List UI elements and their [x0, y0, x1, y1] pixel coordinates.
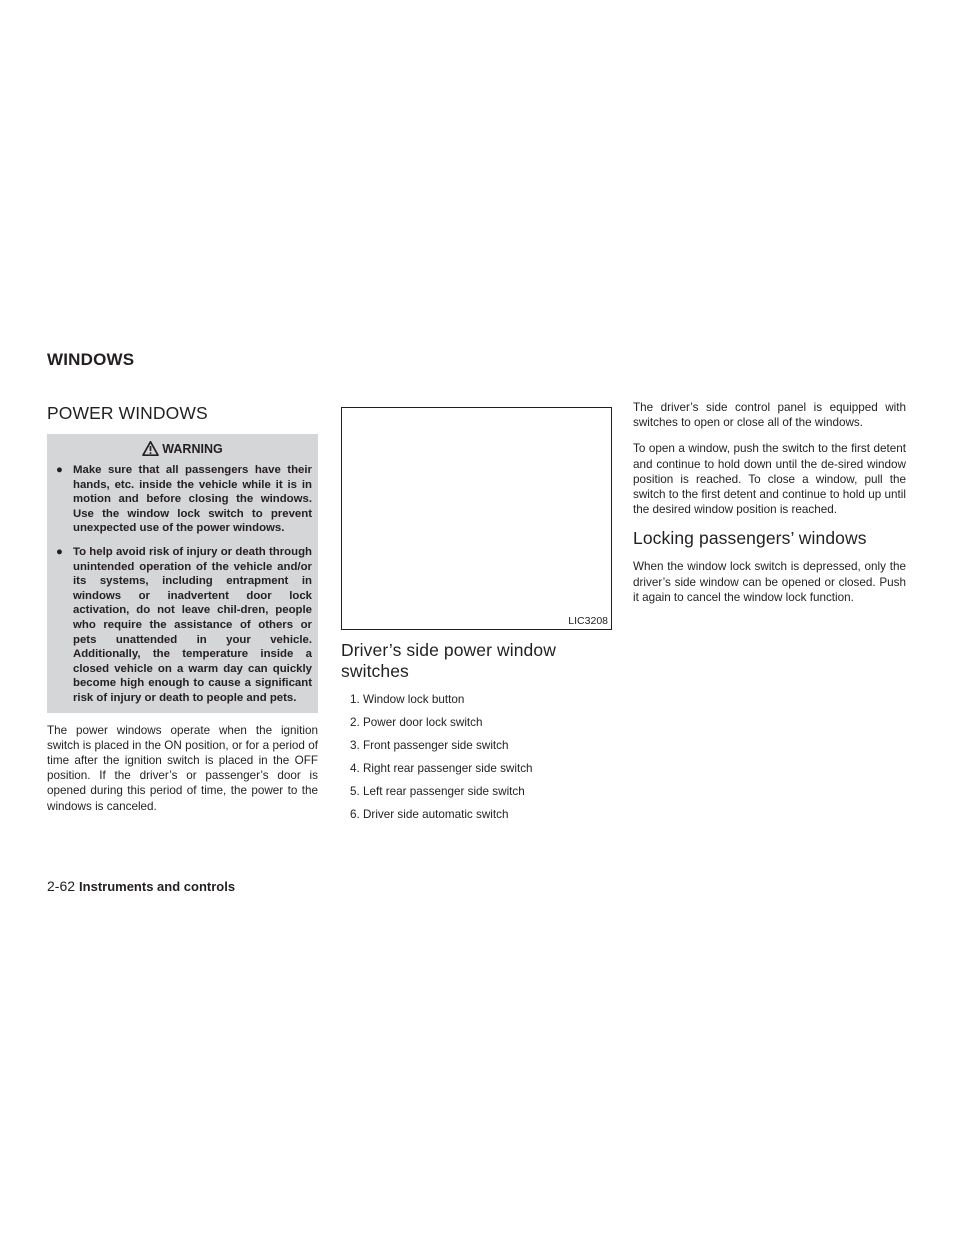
chapter-title: Instruments and controls: [79, 879, 236, 894]
power-windows-heading: POWER WINDOWS: [47, 403, 208, 423]
list-item: 3. Front passenger side switch: [350, 739, 509, 752]
list-item: 6. Driver side automatic switch: [350, 808, 509, 821]
warning-item-text: Make sure that all passengers have their hands, etc. inside the vehicle while it is in motion and before closing the windows. Use the window lock switch to prevent unexpected use of the power windows.: [73, 464, 312, 535]
list-item: 5. Left rear passenger side switch: [350, 785, 525, 798]
warning-item-text: To help avoid risk of injury or death through unintended operation of the vehicle and/or its systems, including entrapment in windows or inadvertent door lock activation, do not leave chil-dren, people who require the assistance of others or pets unattended in your vehicle. Additionally, the temperature inside a closed vehicle on a warm day can quickly become high enough to cause a significant risk of injury or death to people and pets.: [73, 545, 312, 704]
bullet-icon: ●: [56, 545, 63, 558]
switch-list: [341, 692, 612, 822]
page-footer: [47, 878, 235, 894]
warning-list: [53, 463, 312, 706]
column-3: [633, 400, 906, 616]
warning-item: [53, 463, 312, 536]
list-item: 1. Window lock button: [350, 693, 465, 706]
warning-triangle-icon: [142, 441, 159, 456]
column-2: [341, 400, 612, 830]
bullet-icon: ●: [56, 464, 63, 476]
list-item: 4. Right rear passenger side switch: [350, 762, 533, 775]
figure-code: LIC3208: [568, 615, 608, 627]
warning-header: [53, 441, 312, 456]
open-close-paragraph: To open a window, push the switch to the first detent and continue to hold down until the de-sired window position is reached. To close a window, pull the switch to the first detent and continue to hold up until the desired window position is reached.: [633, 442, 906, 517]
warning-label: WARNING: [162, 441, 223, 456]
control-panel-paragraph: The driver’s side control panel is equipped with switches to open or close all of the windows.: [633, 401, 906, 430]
warning-item: [53, 545, 312, 706]
power-windows-paragraph: The power windows operate when the ignition switch is placed in the ON position, or for a period of time after the ignition switch is placed in the OFF position. If the driver’s or passenger’s door is opened during this period of time, the power to the windows is canceled.: [47, 723, 318, 813]
page-number: 2-62: [47, 878, 76, 894]
warning-box: [47, 434, 318, 713]
column-1: [47, 400, 318, 825]
driver-switches-heading: Driver’s side power window switches: [341, 640, 556, 681]
section-title: WINDOWS: [47, 350, 135, 369]
switch-panel-figure: [341, 407, 612, 630]
locking-windows-heading: Locking passengers’ windows: [633, 528, 867, 549]
locking-windows-paragraph: When the window lock switch is depressed, only the driver’s side window can be opened or closed. Push it again to cancel the window lock function.: [633, 560, 906, 604]
list-item: 2. Power door lock switch: [350, 716, 483, 729]
